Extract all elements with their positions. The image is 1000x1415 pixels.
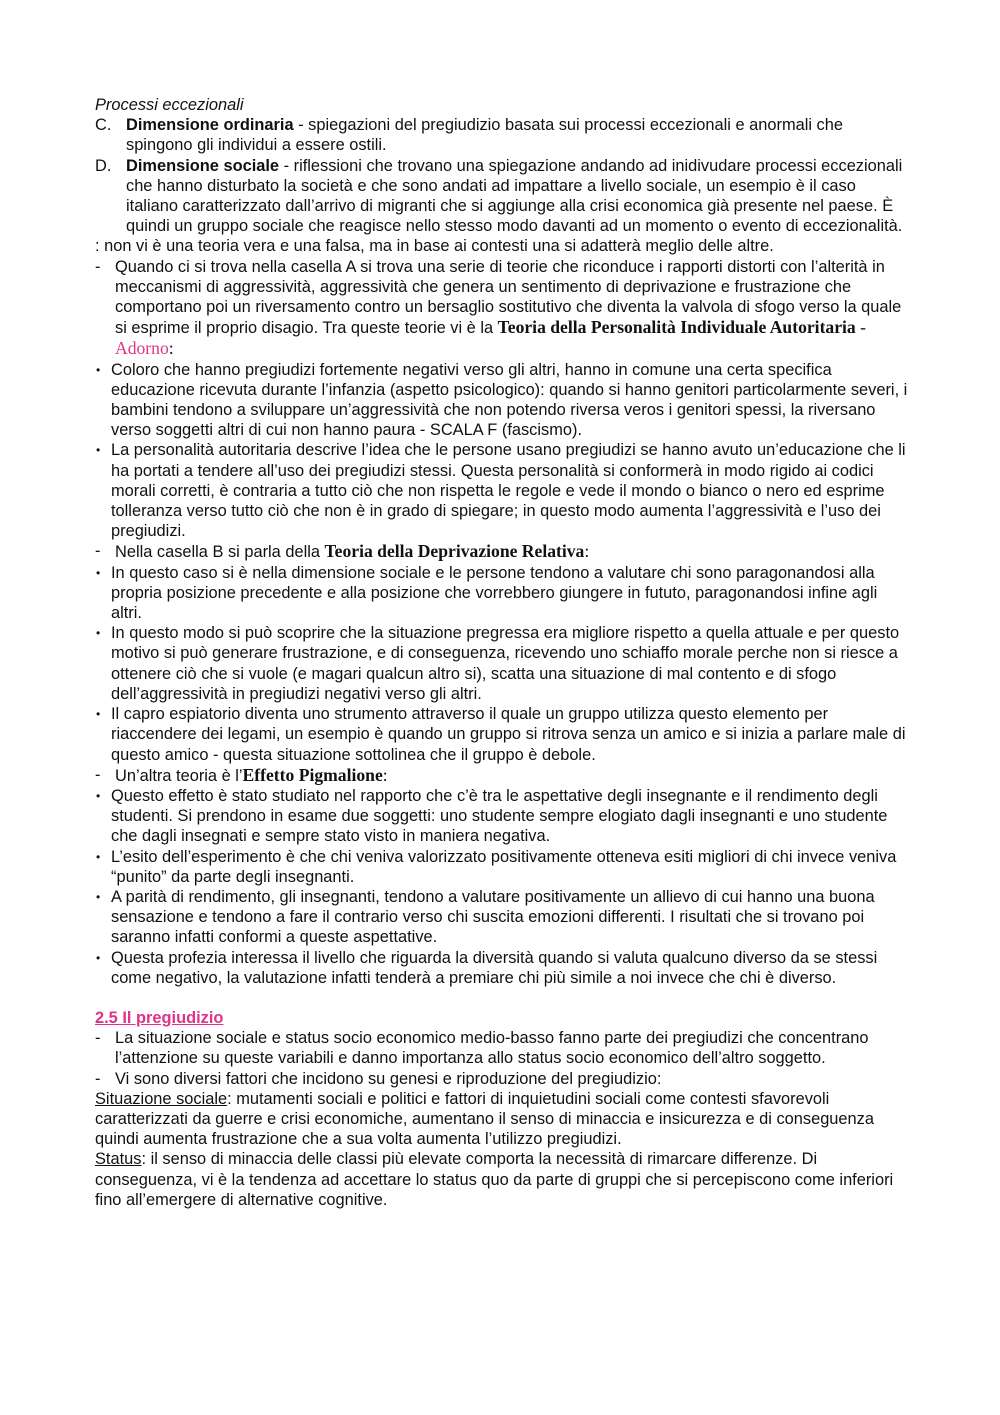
term-bold: Dimensione ordinaria xyxy=(126,116,294,135)
bullet-item xyxy=(95,440,910,541)
colon: : xyxy=(168,338,174,359)
bullet-item xyxy=(95,847,910,887)
bullet-text: La personalità autoritaria descrive l’idea che le persone usano pregiudizi se hanno avuto un’educazione che li ha portati a tendere all’uso dei pregiudizi stessi. Questa personalità si conformerà in modo rigido ai codici morali corretti, è contraria a tutto ciò che non rispetta le regole e vede il mondo o bianco o nero ed esprime tolleranza verso tutto ciò che non è in grado di spiegare; in questo modo aumenta l’aggressività e l’uso dei pregiudizi. xyxy=(111,441,906,541)
section-title: 2.5 Il pregiudizio xyxy=(95,1008,224,1027)
bullet-item xyxy=(95,563,910,624)
bullet-marker: • xyxy=(96,565,101,580)
dash-marker: - xyxy=(95,765,101,784)
bullet-item xyxy=(95,360,910,441)
note-line: : non vi è una teoria vera e una falsa, ma in base ai contesti una si adatterà meglio delle altre. xyxy=(95,237,774,256)
dash-item-effetto-pigmalione xyxy=(95,765,910,786)
bullet-marker: • xyxy=(96,849,101,864)
bullet-marker: • xyxy=(96,362,101,377)
list-item-dimensione-ordinaria xyxy=(95,115,910,155)
factor-text: : il senso di minaccia delle classi più elevate comporta la necessità di rimarcare differenze. Di conseguenza, vi è la tendenza ad accettare lo status quo da parte di gruppi che si percepiscono come inferiori fino all’emergere di alternative cognitive. xyxy=(95,1150,894,1209)
bullet-text: Questa profezia interessa il livello che riguarda la diversità quando si valuta qualcuno diverso da se stessi come negativo, la valutazione infatti tenderà a premiare chi più simile a noi invece che chi è diverso. xyxy=(111,948,878,987)
dash-text: Quando ci si trova nella casella A si trova una serie di teorie che riconduce i rapporti distorti con l’alterità in meccanismi di aggressività, aggressività che genera un sentimento di deprivazione e frustrazione che comportano poi un riversamento contro un bersaglio sostitutivo che diventa la valvola di sfogo verso la quale si esprime il proprio disagio. Tra queste teorie vi è la xyxy=(115,257,902,338)
factor-status xyxy=(95,1149,910,1210)
bullet-item xyxy=(95,786,910,847)
theory-name: Teoria della Personalità Individuale Autoritaria xyxy=(497,317,856,338)
bullet-item xyxy=(95,948,910,988)
term-description: - riflessioni che trovano una spiegazione andando ad inidivudare processi eccezionali che hanno disturbato la società e che sono andati ad impattare a livello sociale, un esempio è il caso italiano caratterizzato dall’arrivo di migranti che si aggiunge alla crisi economica già presente nel paese. È quindi un gruppo sociale che reagisce nello stesso modo davanti ad un momento o evento di eccezionalità. xyxy=(126,156,903,236)
list-marker: C. xyxy=(95,116,112,135)
bullet-text: Il capro espiatorio diventa uno strumento attraverso il quale un gruppo utilizza questo elemento per riaccendere dei legami, un esempio è quando un gruppo si ritrova senza un amico e si inizia a parlare male di questo amico - questa situazione sottolinea che il gruppo è debole. xyxy=(111,705,906,764)
heading-processi-eccezionali: Processi eccezionali xyxy=(95,96,244,114)
theory-name: Effetto Pigmalione xyxy=(242,764,383,785)
bullet-marker: • xyxy=(96,626,101,641)
bullet-marker: • xyxy=(96,707,101,722)
factor-situazione-sociale xyxy=(95,1089,910,1150)
bullet-text: A parità di rendimento, gli insegnanti, tendono a valutare positivamente un allievo di cui hanno una buona sensazione e tendono a fare il contrario verso chi suscita emozioni differenti. I risultati che si trovano poi saranno infatti conformi a queste aspettative. xyxy=(111,887,875,947)
dash-text: Nella casella B si parla della xyxy=(115,543,325,562)
list-item-dimensione-sociale xyxy=(95,156,910,237)
dash-text: Vi sono diversi fattori che incidono su genesi e riproduzione del pregiudizio: xyxy=(115,1069,662,1088)
bullet-text: In questo caso si è nella dimensione sociale e le persone tendono a valutare chi sono paragonandosi alla propria posizione precedente e alla posizione che vorrebbero giungere in fututo, paragonandosi infine agli altri. xyxy=(111,563,878,623)
bullet-text: In questo modo si può scoprire che la situazione pregressa era migliore rispetto a quella attuale e per questo motivo si può generare frustrazione, e di conseguenza, ricevendo uno schiaffo morale perche non si riesce a ottenere ciò che si vuole (e magari qualcun altro si), scatta una situazione di mal contento e di sfogo dell’aggressività in pregiudizi negativi verso gli altri. xyxy=(111,624,900,703)
bullet-item xyxy=(95,623,910,704)
author-name: Adorno xyxy=(115,338,169,359)
factor-label: Situazione sociale xyxy=(95,1089,228,1108)
dash-text: Un’altra teoria è l’ xyxy=(115,766,243,785)
dash-marker: - xyxy=(95,257,101,276)
document-page xyxy=(95,95,910,1210)
bullet-marker: • xyxy=(96,443,101,458)
bullet-marker: • xyxy=(96,889,101,904)
factor-label: Status xyxy=(95,1150,142,1169)
separator: - xyxy=(855,317,866,338)
colon: : xyxy=(584,541,590,562)
dash-marker: - xyxy=(95,542,101,561)
dash-text: La situazione sociale e status socio economico medio-basso fanno parte dei pregiudizi che concentrano l’attenzione su queste variabili e danno importanza allo status socio economico dell’altro soggetto. xyxy=(115,1029,869,1068)
dash-marker: - xyxy=(95,1029,101,1048)
factor-text: : mutamenti sociali e politici e fattori di inquietudini sociali come contesti sfavorevoli caratterizzati da guerre e crisi economiche, aumentano il senso di minaccia e insicurezza e di conseguenza quindi aumenta frustrazione che a sua volta aumenta l’utilizzo pregiudizi. xyxy=(95,1089,874,1149)
bullet-text: Coloro che hanno pregiudizi fortemente negativi verso gli altri, hanno in comune una certa specifica educazione ricevuta durante l’infanzia (aspetto psicologico): quando si hanno genitori particolarmente severi, i bambini tendono a sviluppare un’aggressività che non potendo riversa veros i genitori spessi, la riversano verso soggetti altri di cui non hanno paura - SCALA F (fascismo). xyxy=(111,360,908,440)
dash-item xyxy=(95,1069,910,1089)
dash-item xyxy=(95,1028,910,1068)
list-marker: D. xyxy=(95,156,112,175)
bullet-marker: • xyxy=(96,950,101,965)
bullet-marker: • xyxy=(96,788,101,803)
bullet-item xyxy=(95,887,910,948)
dash-item-casella-b xyxy=(95,541,910,562)
dash-marker: - xyxy=(95,1069,101,1088)
theory-name: Teoria della Deprivazione Relativa xyxy=(324,541,585,562)
bullet-text: L’esito dell’esperimento è che chi veniva valorizzato positivamente otteneva esiti migliori di chi invece veniva “punito” da parte degli insegnanti. xyxy=(111,847,897,886)
term-bold: Dimensione sociale xyxy=(126,156,280,175)
colon: : xyxy=(382,764,388,785)
dash-item-casella-a xyxy=(95,257,910,360)
bullet-item xyxy=(95,704,910,765)
bullet-text: Questo effetto è stato studiato nel rapporto che c’è tra le aspettative degli insegnante e il rendimento degli studenti. Si prendono in esame due soggetti: uno studente sempre elogiato dagli insegnanti e uno studente che dagli insegnati e sempre stato visto in maniera negativa. xyxy=(111,786,888,846)
term-description: - spiegazioni del pregiudizio basata sui processi eccezionali e anormali che spingono gli individui a essere ostili. xyxy=(126,116,843,155)
